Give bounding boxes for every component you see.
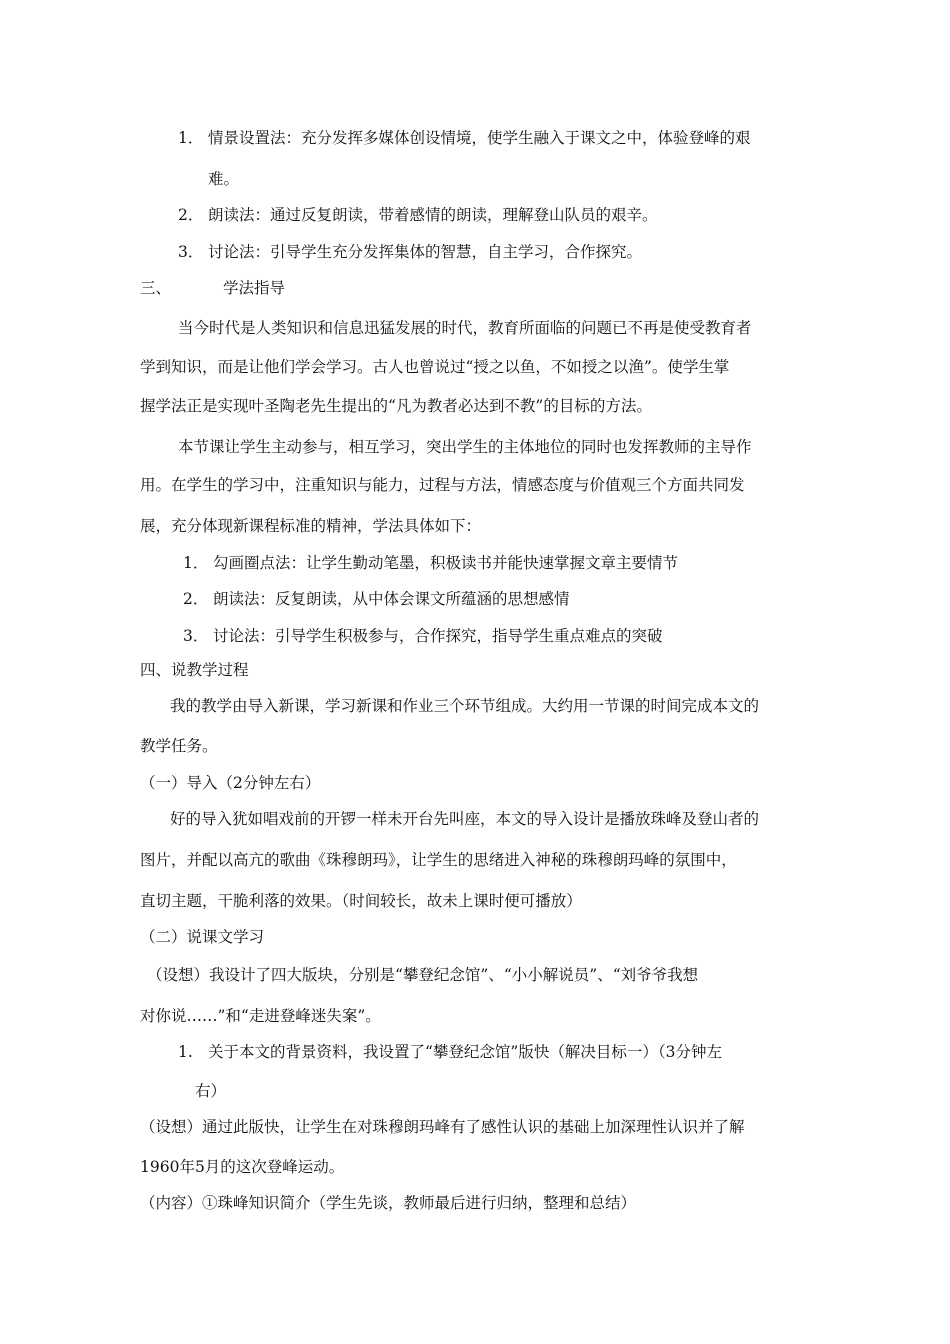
paragraph-line: 教学任务。 [140, 737, 218, 755]
method-item-2-text: 朗读法：通过反复朗读，带着感情的朗读，理解登山队员的艰辛。 [208, 206, 658, 224]
method-item-2 [178, 205, 658, 225]
study-item-3-number: 3． [183, 627, 209, 645]
paragraph-line: 1960年5月的这次登峰运动。 [140, 1158, 345, 1176]
method-item-3-text: 讨论法：引导学生充分发挥集体的智慧，自主学习，合作探究。 [208, 243, 643, 261]
subheading-text-study: （二）说课文学习 [140, 928, 265, 946]
study-item-2-text: 朗读法：反复朗读，从中体会课文所蕴涵的思想感情 [213, 590, 570, 608]
subheading-intro: （一）导入（2分钟左右） [140, 774, 321, 792]
section-3-title: 学法指导 [223, 279, 286, 297]
paragraph-line: 当今时代是人类知识和信息迅猛发展的时代，教育所面临的问题已不再是使受教育者 [178, 319, 752, 337]
method-item-1 [178, 128, 751, 148]
paragraph-line: 用。在学生的学习中，注重知识与能力，过程与方法，情感态度与价值观三个方面共同发 [140, 476, 745, 494]
section-heading-3 [140, 278, 285, 298]
study-item-1 [183, 553, 678, 573]
method-item-2-number: 2． [178, 206, 204, 224]
method-item-1-text: 情景设置法：充分发挥多媒体创设情境，使学生融入于课文之中，体验登峰的艰 [208, 129, 751, 147]
paragraph-line: 学到知识，而是让他们学会学习。古人也曾说过“授之以鱼，不如授之以渔”。使学生掌 [140, 358, 730, 376]
study-item-2 [183, 589, 570, 609]
lesson-item-1-text: 关于本文的背景资料，我设置了“攀登纪念馆”版快（解决目标一）（3分钟左 [208, 1043, 722, 1061]
method-item-1-continuation: 难。 [208, 170, 240, 188]
study-item-3-text: 讨论法：引导学生积极参与，合作探究，指导学生重点难点的突破 [213, 627, 663, 645]
study-item-2-number: 2． [183, 590, 209, 608]
section-heading-4: 四、说教学过程 [140, 661, 249, 679]
paragraph-line: 图片，并配以高亢的歌曲《珠穆朗玛》，让学生的思绪进入神秘的珠穆朗玛峰的氛围中， [140, 851, 737, 869]
paragraph-line: （设想）我设计了四大版块，分别是“攀登纪念馆”、“小小解说员”、“刘爷爷我想 [147, 966, 699, 984]
study-item-1-text: 勾画圈点法：让学生勤动笔墨，积极读书并能快速掌握文章主要情节 [213, 554, 679, 572]
paragraph-line: 我的教学由导入新课，学习新课和作业三个环节组成。大约用一节课的时间完成本文的 [170, 697, 760, 715]
lesson-item-1 [178, 1042, 722, 1062]
paragraph-line: （内容）①珠峰知识简介（学生先谈，教师最后进行归纳，整理和总结） [140, 1194, 637, 1212]
paragraph-line: 好的导入犹如唱戏前的开锣一样未开台先叫座，本文的导入设计是播放珠峰及登山者的 [170, 810, 760, 828]
paragraph-line: 握学法正是实现叶圣陶老先生提出的“凡为教者必达到不教”的目标的方法。 [140, 397, 652, 415]
paragraph-line: （设想）通过此版快，让学生在对珠穆朗玛峰有了感性认识的基础上加深理性认识并了解 [140, 1118, 745, 1136]
lesson-item-1-continuation: 右） [195, 1082, 227, 1100]
method-item-3-number: 3． [178, 243, 204, 261]
study-item-3 [183, 626, 663, 646]
method-item-3 [178, 242, 642, 262]
study-item-1-number: 1． [183, 554, 209, 572]
lesson-item-1-number: 1. [178, 1043, 193, 1061]
paragraph-line: 直切主题，干脆利落的效果。（时间较长，故未上课时便可播放） [140, 892, 582, 910]
paragraph-line: 对你说……”和“走进登峰迷失案”。 [140, 1007, 381, 1025]
method-item-1-number: 1． [178, 129, 204, 147]
paragraph-line: 展，充分体现新课程标准的精神，学法具体如下： [140, 517, 482, 535]
paragraph-line: 本节课让学生主动参与，相互学习，突出学生的主体地位的同时也发挥教师的主导作 [178, 438, 752, 456]
section-3-number: 三、 [140, 279, 172, 297]
